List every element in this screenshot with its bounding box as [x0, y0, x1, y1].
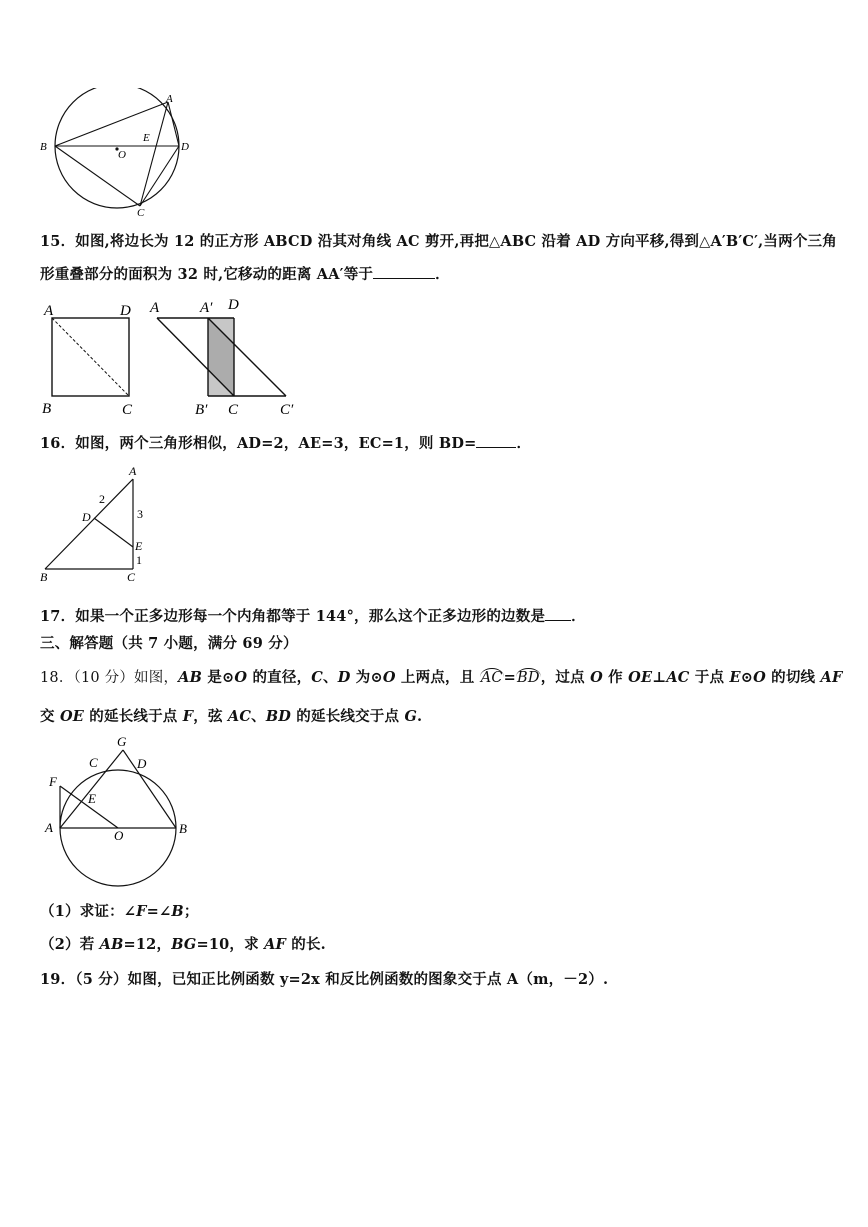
- label-b: B: [179, 821, 187, 836]
- label-o: O: [114, 828, 124, 843]
- label-e: E: [143, 132, 150, 144]
- question-15-line1: 15．如图,将边长为 12 的正方形 ABCD 沿其对角线 AC 剪开,再把△ABC 沿着 AD 方向平移,得到△A′B′C′,当两个三角: [40, 233, 837, 250]
- diagonal-ac: [52, 318, 129, 396]
- segment-ba: [55, 102, 168, 146]
- label-d-left: D: [120, 303, 131, 319]
- label-a: A: [166, 93, 173, 105]
- answer-blank-17[interactable]: [545, 608, 571, 621]
- answer-blank-16[interactable]: [476, 435, 516, 448]
- question-18-line1: 18．（10 分）如图，AB 是⊙O 的直径，C、D 为⊙O 上两点，且 AC=BD，过点 O 作 OE⊥AC 于点 E⊙O 的切线 AF: [40, 669, 843, 686]
- label-d: D: [137, 756, 147, 771]
- segment-bg: [123, 750, 176, 828]
- label-c-right: C: [228, 402, 239, 418]
- label-b: B: [40, 141, 47, 153]
- answer-blank-15[interactable]: [373, 266, 435, 279]
- segment-ac: [140, 102, 168, 206]
- label-d-right: D: [228, 297, 239, 313]
- triangle-figure-q16: [38, 462, 158, 584]
- label-c: C: [137, 207, 145, 219]
- label-f: F: [49, 774, 57, 789]
- label-c1-right: C′: [280, 402, 294, 418]
- label-b-left: B: [42, 401, 52, 417]
- label-c: C: [89, 755, 98, 770]
- label-b1-right: B′: [195, 402, 208, 418]
- arc-bd: BD: [517, 670, 540, 686]
- circle-figure-q18: [40, 733, 200, 893]
- question-18-part1: （1）求证：∠F=∠B；: [40, 903, 199, 920]
- square-figure-q15: [40, 293, 310, 421]
- question-15-line2: 形重叠部分的面积为 32 时,它移动的距离 AA′等于 ．: [40, 266, 450, 283]
- label-3: 3: [137, 507, 143, 521]
- label-d: D: [82, 510, 91, 524]
- question-18-line2: 交 OE 的延长线于点 F，弦 AC、BD 的延长线交于点 G.: [40, 708, 423, 725]
- label-a-right: A: [150, 300, 160, 316]
- segment-cd: [140, 146, 179, 206]
- question-18-part2: （2）若 AB=12，BG=10，求 AF 的长.: [40, 936, 326, 953]
- label-a-left: A: [44, 303, 54, 319]
- question-16: 16．如图，两个三角形相似，AD=2，AE=3，EC=1，则 BD= ．: [40, 435, 532, 452]
- label-a1-right: A′: [200, 300, 213, 316]
- label-e: E: [88, 791, 96, 806]
- segment-de: [94, 518, 133, 547]
- question-17: 17．如果一个正多边形每一个内角都等于 144°，那么这个正多边形的边数是 ．: [40, 608, 586, 625]
- label-g: G: [117, 734, 127, 749]
- segment-ab: [45, 479, 133, 569]
- label-o: O: [118, 149, 126, 161]
- label-1: 1: [136, 553, 142, 567]
- segment-bc: [55, 146, 140, 206]
- label-c-left: C: [122, 402, 133, 418]
- label-c: C: [127, 570, 136, 584]
- circle-figure-q14: [38, 88, 198, 220]
- label-d: D: [181, 141, 189, 153]
- arc-ac: AC: [480, 670, 503, 686]
- label-e: E: [135, 539, 143, 553]
- question-19: 19．（5 分）如图，已知正比例函数 y=2x 和反比例函数的图象交于点 A（m，－2）.: [40, 971, 609, 988]
- label-a: A: [129, 464, 137, 478]
- label-a: A: [45, 820, 53, 835]
- label-b: B: [40, 570, 48, 584]
- section-3-heading: 三、解答题（共 7 小题，满分 69 分）: [40, 635, 298, 652]
- segment-ad: [168, 102, 179, 146]
- label-2: 2: [99, 492, 105, 506]
